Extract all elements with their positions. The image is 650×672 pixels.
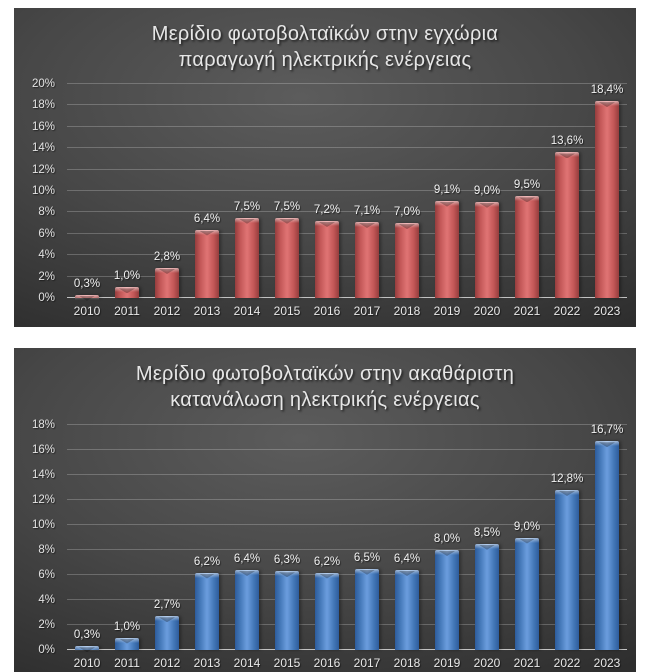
bar-2010 (75, 646, 99, 650)
value-label: 1,0% (113, 270, 141, 283)
bar-slot (507, 425, 547, 650)
y-tick-label: 20% (31, 78, 55, 90)
x-tick-label: 2012 (153, 656, 181, 670)
bar-slot (387, 425, 427, 650)
bar-2011 (115, 287, 139, 298)
y-tick-label: 6% (38, 569, 55, 582)
y-tick-label: 2% (38, 619, 55, 631)
x-tick-label: 2022 (553, 656, 581, 670)
bar-slot (547, 425, 587, 650)
value-label: 6,5% (353, 551, 381, 564)
x-tick-label: 2017 (353, 304, 381, 318)
y-tick-label: 16% (31, 444, 55, 456)
y-tick-label: 12% (31, 494, 55, 507)
value-label: 6,4% (193, 212, 221, 225)
bar-2017 (355, 569, 379, 650)
value-label: 9,0% (473, 184, 501, 197)
value-label: 7,5% (233, 200, 261, 213)
value-label: 2,8% (153, 251, 181, 264)
y-axis-labels (14, 78, 61, 304)
value-label: 6,2% (193, 555, 221, 568)
y-tick-label: 8% (38, 206, 55, 219)
x-tick-label: 2013 (193, 656, 221, 670)
y-tick-label: 0% (38, 292, 55, 304)
y-tick-label: 8% (38, 544, 55, 556)
x-tick-label: 2023 (593, 304, 621, 318)
bar-slot (267, 425, 307, 650)
bar-slot (107, 425, 147, 650)
bar-slot (67, 425, 107, 650)
y-tick-label: 0% (38, 644, 55, 656)
value-label: 2,7% (153, 599, 181, 612)
x-tick-label: 2011 (114, 304, 140, 318)
bar-2016 (315, 221, 339, 298)
y-tick-label: 12% (31, 163, 55, 176)
chart-panel-consumption (14, 348, 636, 672)
chart-title-consumption: Μερίδιο φωτοβολταϊκών στην ακαθάριστη κατανάλωση ηλεκτρικής ενέργειας (135, 363, 515, 412)
bar-2013 (195, 573, 219, 650)
bar-2018 (395, 223, 419, 298)
x-tick-label: 2021 (513, 656, 541, 670)
bar-slot (147, 425, 187, 650)
x-tick-label: 2020 (473, 304, 501, 318)
chart-title-production: Μερίδιο φωτοβολταϊκών στην εγχώρια παραγωγή ηλεκτρικής ενέργειας (151, 23, 499, 72)
bar-slot (307, 425, 347, 650)
bar-slot (427, 425, 467, 650)
x-axis-labels (67, 304, 627, 318)
bar-slot (387, 84, 427, 298)
y-tick-label: 2% (38, 270, 55, 283)
bar-2021 (515, 196, 539, 298)
value-label: 6,4% (393, 553, 421, 565)
y-tick-label: 4% (38, 594, 55, 606)
y-tick-label: 10% (31, 185, 55, 197)
value-label: 18,4% (590, 84, 624, 97)
y-tick-label: 14% (31, 142, 55, 155)
value-label: 9,1% (433, 183, 461, 196)
value-label: 12,8% (550, 473, 584, 485)
bar-slot (267, 84, 307, 298)
x-tick-label: 2016 (313, 304, 341, 318)
x-tick-label: 2010 (73, 656, 101, 670)
y-tick-label: 16% (31, 120, 55, 133)
bar-2015 (275, 571, 299, 650)
bar-slot (587, 425, 627, 650)
y-tick-label: 6% (38, 227, 55, 240)
bar-2019 (435, 201, 459, 298)
chart-panel-production (14, 8, 636, 327)
bar-2014 (235, 570, 259, 650)
bar-slot (467, 425, 507, 650)
x-tick-label: 2010 (73, 304, 101, 318)
bar-2018 (395, 570, 419, 650)
value-label: 8,0% (433, 533, 461, 546)
x-tick-label: 2020 (473, 656, 501, 670)
bar-slot (147, 84, 187, 298)
bar-slot (227, 425, 267, 650)
bars-row (67, 84, 627, 298)
bar-2013 (195, 230, 219, 298)
value-label: 6,4% (233, 553, 261, 565)
bar-slot (227, 84, 267, 298)
x-tick-label: 2016 (313, 656, 341, 670)
value-label: 0,3% (73, 277, 101, 290)
bar-2021 (515, 538, 539, 651)
plot-area (67, 84, 627, 298)
bar-slot (187, 425, 227, 650)
value-label: 7,0% (393, 206, 421, 219)
bar-slot (467, 84, 507, 298)
y-tick-label: 18% (31, 99, 55, 112)
value-label: 6,3% (273, 554, 301, 567)
bar-slot (347, 84, 387, 298)
plot-area (67, 425, 627, 650)
bar-2016 (315, 573, 339, 650)
bar-slot (107, 84, 147, 298)
value-label: 7,2% (313, 203, 341, 216)
bar-2020 (475, 202, 499, 298)
bar-2011 (115, 638, 139, 651)
bar-2022 (555, 152, 579, 298)
bar-slot (187, 84, 227, 298)
bar-slot (67, 84, 107, 298)
value-label: 7,1% (353, 205, 381, 218)
y-tick-label: 14% (31, 469, 55, 481)
x-tick-label: 2013 (193, 304, 221, 318)
bar-2019 (435, 550, 459, 650)
bar-2015 (275, 218, 299, 298)
value-label: 6,2% (313, 555, 341, 568)
bar-2012 (155, 268, 179, 298)
bar-slot (347, 425, 387, 650)
value-label: 16,7% (590, 424, 624, 437)
bar-slot (547, 84, 587, 298)
x-tick-label: 2019 (433, 656, 461, 670)
x-tick-label: 2018 (393, 304, 421, 318)
bar-2020 (475, 544, 499, 650)
value-label: 9,0% (513, 520, 541, 533)
bar-slot (587, 84, 627, 298)
y-axis-labels (14, 419, 61, 656)
x-tick-label: 2012 (153, 304, 181, 318)
bar-2017 (355, 222, 379, 298)
value-label: 9,5% (513, 179, 541, 192)
x-tick-label: 2015 (273, 656, 301, 670)
x-axis-labels (67, 656, 627, 670)
x-tick-label: 2014 (233, 304, 261, 318)
bar-2023 (595, 101, 619, 298)
x-tick-label: 2018 (393, 656, 421, 670)
bar-2010 (75, 295, 99, 298)
value-label: 7,5% (273, 200, 301, 213)
y-tick-label: 18% (31, 419, 55, 431)
value-label: 13,6% (550, 135, 584, 148)
bar-2022 (555, 490, 579, 650)
x-tick-label: 2023 (593, 656, 621, 670)
bar-slot (427, 84, 467, 298)
bar-slot (307, 84, 347, 298)
bars-row (67, 425, 627, 650)
x-tick-label: 2015 (273, 304, 301, 318)
x-tick-label: 2014 (233, 656, 261, 670)
bar-2012 (155, 616, 179, 650)
bar-2023 (595, 441, 619, 650)
x-tick-label: 2017 (353, 656, 381, 670)
bar-2014 (235, 218, 259, 298)
y-tick-label: 4% (38, 249, 55, 262)
x-tick-label: 2019 (433, 304, 461, 318)
y-tick-label: 10% (31, 519, 55, 531)
value-label: 0,3% (73, 629, 101, 642)
x-tick-label: 2011 (114, 656, 140, 670)
bar-slot (507, 84, 547, 298)
value-label: 1,0% (113, 620, 141, 633)
value-label: 8,5% (473, 526, 501, 539)
x-tick-label: 2021 (513, 304, 541, 318)
x-tick-label: 2022 (553, 304, 581, 318)
